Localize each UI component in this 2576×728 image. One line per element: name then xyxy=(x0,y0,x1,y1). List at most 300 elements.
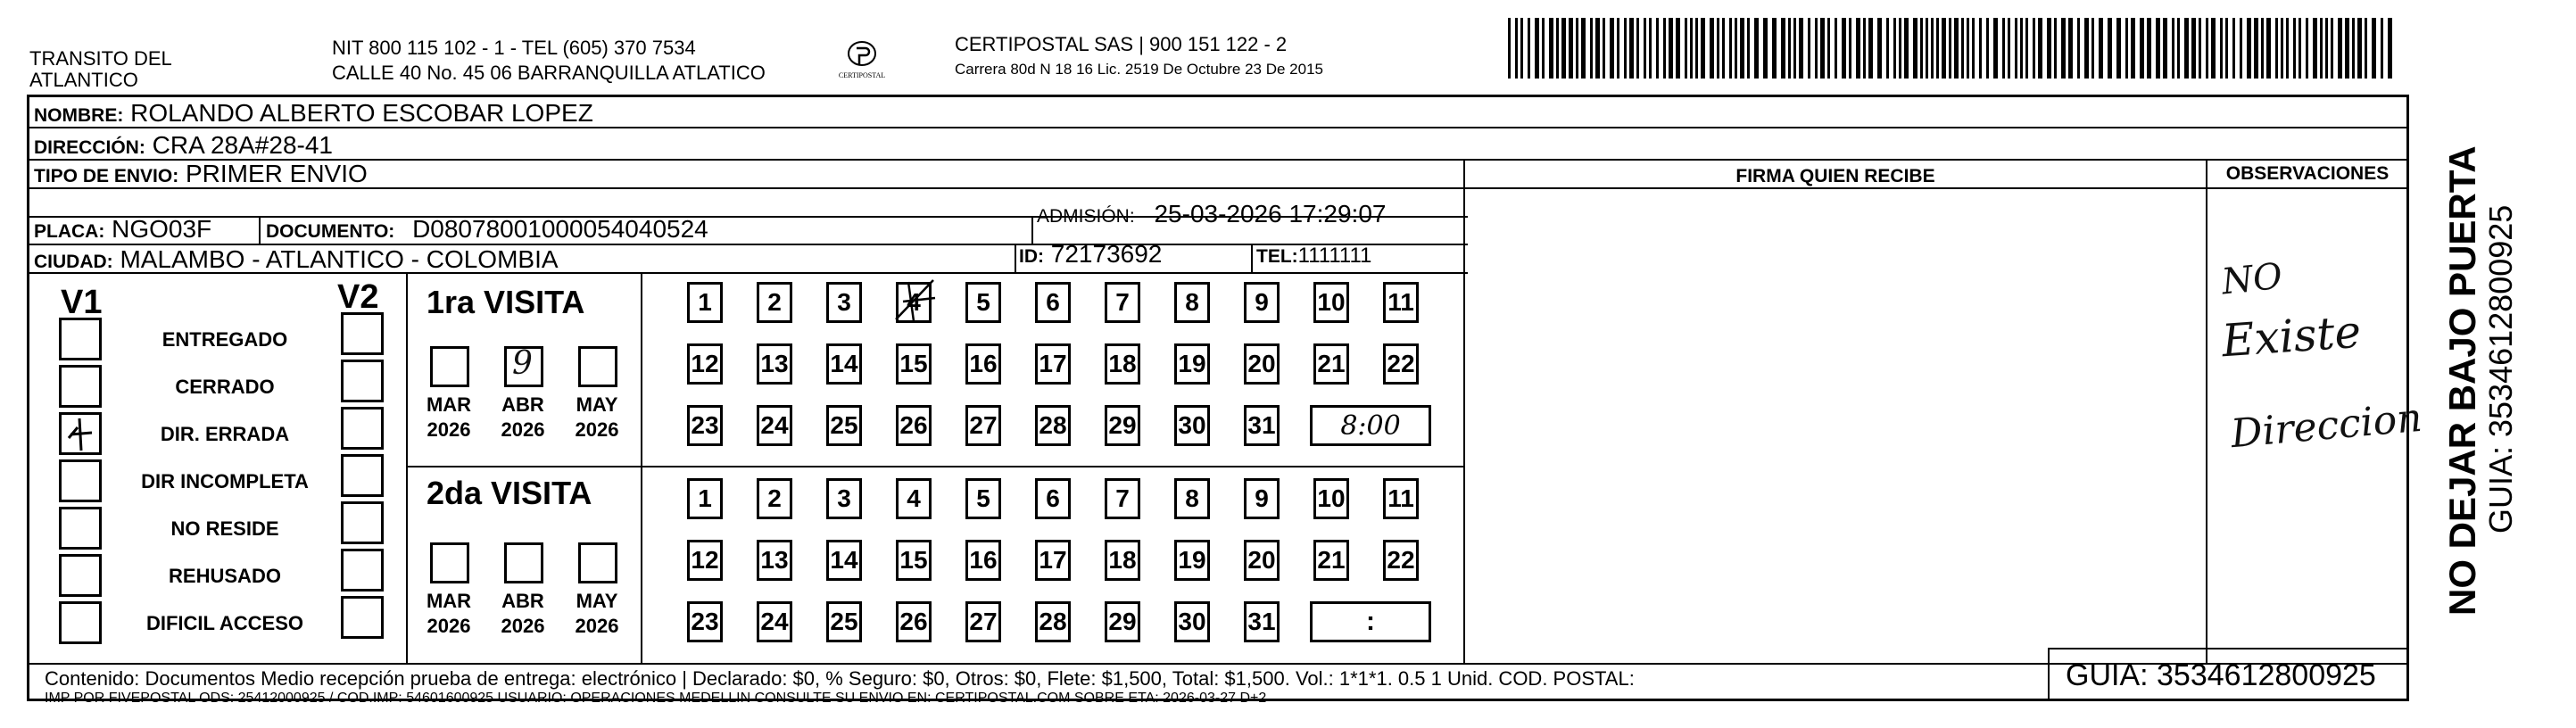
month-label: ABR xyxy=(501,393,544,416)
month-checkbox[interactable] xyxy=(430,346,469,387)
v-divider-1 xyxy=(406,272,408,665)
day-box[interactable]: 26 xyxy=(896,601,932,642)
day-box[interactable]: 10 xyxy=(1313,478,1349,519)
barcode-bar xyxy=(2254,18,2258,79)
certipostal-logo xyxy=(835,37,889,87)
barcode-bar xyxy=(2177,18,2180,79)
tel-label: TEL: xyxy=(1256,246,1298,267)
footer-guia-divider xyxy=(2048,648,2050,701)
barcode-bar xyxy=(2020,18,2023,79)
barcode-bar xyxy=(1993,18,1998,79)
barcode-bar xyxy=(1747,18,1750,79)
barcode-bar xyxy=(2091,18,2094,79)
barcode-bar xyxy=(2025,18,2028,79)
barcode-bar xyxy=(1629,18,1634,79)
footer-top xyxy=(27,663,2409,665)
barcode-bar xyxy=(1581,18,1586,79)
barcode-bar xyxy=(2220,18,2223,79)
visit-split xyxy=(406,466,1463,467)
barcode-bar xyxy=(2199,18,2201,79)
day-box[interactable]: 4 xyxy=(896,282,932,323)
direccion-label: DIRECCIÓN: xyxy=(34,137,145,158)
barcode xyxy=(1508,18,2400,79)
barcode-bar xyxy=(1508,18,1511,79)
col-firma-left xyxy=(1463,159,1465,663)
year-label: 2026 xyxy=(427,615,471,637)
time-box[interactable] xyxy=(1310,601,1431,642)
row-line-8 xyxy=(1463,187,2208,189)
barcode-bar xyxy=(2331,18,2333,79)
day-box[interactable]: 17 xyxy=(1035,540,1071,581)
barcode-bar xyxy=(2338,18,2342,79)
footer-guia: GUIA: 3534612800925 xyxy=(2066,658,2376,692)
tel-value: 1111111 xyxy=(1297,244,1372,268)
time-value: 8:00 xyxy=(1340,410,1401,442)
status-label: CERRADO xyxy=(175,376,275,398)
day-box[interactable]: 29 xyxy=(1105,601,1140,642)
time-box[interactable] xyxy=(1310,405,1431,446)
v2-checkbox[interactable] xyxy=(341,501,384,544)
barcode-bar xyxy=(1520,18,1523,79)
day-box[interactable]: 11 xyxy=(1383,282,1419,323)
day-box[interactable]: 20 xyxy=(1244,343,1280,385)
day-box[interactable]: 8 xyxy=(1174,282,1210,323)
barcode-bar xyxy=(1710,18,1714,79)
barcode-bar xyxy=(2313,18,2317,79)
barcode-bar xyxy=(1656,18,1659,79)
barcode-bar xyxy=(1676,18,1680,79)
day-box[interactable]: 21 xyxy=(1313,540,1349,581)
status-label: DIR INCOMPLETA xyxy=(141,470,309,492)
barcode-bar xyxy=(2008,18,2010,79)
barcode-bar xyxy=(1717,18,1719,79)
barcode-bar xyxy=(1827,18,1830,79)
visit2-title: 2da VISITA xyxy=(427,475,592,511)
barcode-bar xyxy=(1979,18,1982,79)
id-divider xyxy=(1015,244,1016,272)
month-label: MAR xyxy=(426,590,472,612)
frame-left xyxy=(27,95,29,701)
company-name-line1: TRANSITO DEL xyxy=(29,47,172,70)
barcode-bar xyxy=(1561,18,1566,79)
year-label: 2026 xyxy=(575,615,619,637)
barcode-bar xyxy=(2084,18,2089,79)
col-obs-left xyxy=(2206,159,2207,663)
side-guia: GUIA: 3534612800925 xyxy=(2482,204,2519,534)
barcode-bar xyxy=(1617,18,1619,79)
barcode-bar xyxy=(2381,18,2383,79)
day-box[interactable]: 27 xyxy=(965,405,1001,446)
day-box[interactable]: 12 xyxy=(687,540,723,581)
day-box[interactable]: 1 xyxy=(687,282,723,323)
row-line-2 xyxy=(27,159,2409,161)
day-box[interactable]: 25 xyxy=(826,405,862,446)
footer-guia-top xyxy=(2048,648,2406,649)
day-box[interactable]: 31 xyxy=(1244,601,1280,642)
v2-checkbox[interactable] xyxy=(341,596,384,639)
day-box[interactable]: 24 xyxy=(757,405,792,446)
barcode-bar xyxy=(2365,18,2367,79)
barcode-bar xyxy=(1695,18,1698,79)
day-box[interactable]: 1 xyxy=(687,478,723,519)
barcode-bar xyxy=(2357,18,2362,79)
barcode-bar xyxy=(1528,18,1530,79)
barcode-bar xyxy=(1701,18,1705,79)
barcode-bar xyxy=(2038,18,2042,79)
barcode-bar xyxy=(1986,18,1989,79)
barcode-bar xyxy=(2266,18,2271,79)
barcode-bar xyxy=(1754,18,1759,79)
logo-text: CERTIPOSTAL xyxy=(838,71,886,79)
ciudad-value: MALAMBO - ATLANTICO - COLOMBIA xyxy=(120,245,559,273)
barcode-bar xyxy=(1669,18,1673,79)
day-box[interactable]: 20 xyxy=(1244,540,1280,581)
tipo-envio-label: TIPO DE ENVIO: xyxy=(34,166,179,186)
direccion-value: CRA 28A#28-41 xyxy=(152,131,333,159)
company-name-line2: ATLANTICO xyxy=(29,69,138,91)
barcode-bar xyxy=(2320,18,2323,79)
barcode-bar xyxy=(2240,18,2242,79)
day-box[interactable]: 10 xyxy=(1313,282,1349,323)
nombre-value: ROLANDO ALBERTO ESCOBAR LOPEZ xyxy=(130,99,593,127)
v1-checkbox[interactable] xyxy=(59,601,102,644)
barcode-bar xyxy=(1877,18,1882,79)
barcode-bar xyxy=(1542,18,1545,79)
footer-contenido: Contenido: Documentos Medio recepción prueba de entrega: electrónico | Declarado: $0, % Seguro: $0, Otros: $0, Flete: $1,500, Total: $1,500. Vol.: 1*1*1. 0.5 1 Unid. COD. POSTAL: xyxy=(45,667,1635,690)
barcode-bar xyxy=(2225,18,2228,79)
status-label: DIFICIL ACCESO xyxy=(145,612,303,634)
ciudad-field xyxy=(34,244,559,277)
barcode-bar xyxy=(2286,18,2289,79)
barcode-bar xyxy=(2345,18,2349,79)
day-box[interactable]: 3 xyxy=(826,282,862,323)
barcode-bar xyxy=(2015,18,2017,79)
nombre-field xyxy=(34,98,593,131)
day-box[interactable]: 26 xyxy=(896,405,932,446)
barcode-bar xyxy=(2156,18,2160,79)
barcode-bar xyxy=(2054,18,2057,79)
placa-divider xyxy=(259,216,261,244)
day-box[interactable]: 15 xyxy=(896,540,932,581)
barcode-bar xyxy=(1863,18,1866,79)
barcode-bar xyxy=(1926,18,1928,79)
frame-top xyxy=(27,95,2409,97)
barcode-bar xyxy=(2306,18,2308,79)
barcode-bar xyxy=(1920,18,1923,79)
day-box[interactable]: 23 xyxy=(687,601,723,642)
v-divider-2 xyxy=(641,272,642,665)
month-checkbox[interactable] xyxy=(578,346,617,387)
barcode-bar xyxy=(2352,18,2355,79)
nit-line: NIT 800 115 102 - 1 - TEL (605) 370 7534 xyxy=(332,37,696,59)
nombre-label: NOMBRE: xyxy=(34,105,124,126)
documento-value: D08078001000054040524 xyxy=(412,215,708,243)
status-label: ENTREGADO xyxy=(162,328,288,351)
barcode-bar xyxy=(1763,18,1768,79)
day-box[interactable]: 4 xyxy=(896,478,932,519)
v1-checkbox[interactable] xyxy=(59,554,102,597)
barcode-bar xyxy=(1649,18,1652,79)
address-line: CALLE 40 No. 45 06 BARRANQUILLA ATLATICO xyxy=(332,62,766,84)
handwritten-month-mark: 9 xyxy=(512,345,533,382)
barcode-bar xyxy=(1515,18,1518,79)
barcode-bar xyxy=(1820,18,1825,79)
barcode-bar xyxy=(2211,18,2216,79)
barcode-bar xyxy=(1722,18,1725,79)
barcode-bar xyxy=(2163,18,2167,79)
barcode-bar xyxy=(1636,18,1639,79)
barcode-bar xyxy=(1961,18,1964,79)
row-line-7 xyxy=(2206,187,2409,189)
barcode-bar xyxy=(1835,18,1837,79)
barcode-bar xyxy=(1936,18,1939,79)
tel-divider xyxy=(1251,244,1253,272)
barcode-bar xyxy=(2232,18,2235,79)
barcode-bar xyxy=(2206,18,2208,79)
barcode-bar xyxy=(2293,18,2296,79)
barcode-bar xyxy=(2068,18,2073,79)
barcode-bar xyxy=(1569,18,1573,79)
status-label: REHUSADO xyxy=(169,565,281,587)
day-box[interactable]: 15 xyxy=(896,343,932,385)
barcode-bar xyxy=(1893,18,1896,79)
day-box[interactable]: 9 xyxy=(1244,478,1280,519)
admision-field xyxy=(1037,199,1386,232)
barcode-bar xyxy=(2372,18,2376,79)
barcode-bar xyxy=(2077,18,2080,79)
admision-value: 25-03-2026 17:29:07 xyxy=(1154,200,1387,228)
barcode-bar xyxy=(1886,18,1889,79)
id-field xyxy=(1019,239,1162,272)
barcode-bar xyxy=(1590,18,1593,79)
barcode-bar xyxy=(2047,18,2051,79)
day-box[interactable]: 3 xyxy=(826,478,862,519)
barcode-bar xyxy=(2099,18,2103,79)
day-box[interactable]: 19 xyxy=(1174,540,1210,581)
barcode-bar xyxy=(1904,18,1909,79)
month-checkbox[interactable] xyxy=(430,542,469,583)
barcode-bar xyxy=(2388,18,2392,79)
year-label: 2026 xyxy=(575,418,619,441)
barcode-bar xyxy=(1842,18,1846,79)
v2-checkbox[interactable] xyxy=(341,407,384,450)
barcode-bar xyxy=(1942,18,1946,79)
month-label: MAY xyxy=(576,590,618,612)
barcode-bar xyxy=(1972,18,1975,79)
barcode-bar xyxy=(1967,18,1969,79)
day-box[interactable]: 16 xyxy=(965,343,1001,385)
barcode-bar xyxy=(1799,18,1803,79)
day-box[interactable]: 13 xyxy=(757,540,792,581)
month-checkbox[interactable] xyxy=(504,542,543,583)
barcode-bar xyxy=(1556,18,1559,79)
firma-header: FIRMA QUIEN RECIBE xyxy=(1735,166,1935,186)
day-box[interactable]: 2 xyxy=(757,478,792,519)
barcode-bar xyxy=(2116,18,2121,79)
v2-checkbox[interactable] xyxy=(341,549,384,592)
year-label: 2026 xyxy=(501,615,545,637)
day-box[interactable]: 7 xyxy=(1105,478,1140,519)
day-box[interactable]: 5 xyxy=(965,282,1001,323)
day-box[interactable]: 28 xyxy=(1035,601,1071,642)
barcode-bar xyxy=(1729,18,1732,79)
barcode-bar xyxy=(2108,18,2112,79)
day-box[interactable]: 27 xyxy=(965,601,1001,642)
id-label: ID: xyxy=(1019,246,1044,267)
day-box[interactable]: 18 xyxy=(1105,540,1140,581)
barcode-bar xyxy=(1624,18,1627,79)
tel-field xyxy=(1256,241,1371,272)
barcode-bar xyxy=(1793,18,1796,79)
month-label: MAY xyxy=(576,393,618,416)
month-label: ABR xyxy=(501,590,544,612)
v1-checkbox[interactable] xyxy=(59,412,102,455)
day-box[interactable]: 5 xyxy=(965,478,1001,519)
id-value: 72173692 xyxy=(1050,240,1163,268)
month-checkbox[interactable] xyxy=(578,542,617,583)
footer-imp: IMP POR FIVEPOSTAL ODS: 25412000925 / COD.IMP: 54601600925 USUARIO: OPERACIONES MEDELLIN CONSULTE SU ENVIO EN: CERTIPOSTAL.COM SOBRE ETA: 2026-03-27 D+2 xyxy=(45,691,1267,706)
barcode-bar xyxy=(2325,18,2328,79)
day-strike-mark xyxy=(890,275,940,328)
v2-label: V2 xyxy=(337,278,379,316)
day-box[interactable]: 31 xyxy=(1244,405,1280,446)
day-box[interactable]: 12 xyxy=(687,343,723,385)
day-box[interactable]: 18 xyxy=(1105,343,1140,385)
v2-checkbox[interactable] xyxy=(341,360,384,402)
barcode-bar xyxy=(2002,18,2005,79)
barcode-bar xyxy=(2184,18,2189,79)
barcode-bar xyxy=(2033,18,2035,79)
day-box[interactable]: 24 xyxy=(757,601,792,642)
placa-value: NGO03F xyxy=(112,215,212,243)
day-box[interactable]: 25 xyxy=(826,601,862,642)
barcode-bar xyxy=(2131,18,2135,79)
side-warning: NO DEJAR BAJO PUERTA xyxy=(2441,145,2483,616)
day-box[interactable]: 23 xyxy=(687,405,723,446)
obs-hand-line1: NO xyxy=(2219,255,2285,303)
barcode-bar xyxy=(2140,18,2144,79)
day-box[interactable]: 13 xyxy=(757,343,792,385)
year-label: 2026 xyxy=(427,418,471,441)
month-checkbox[interactable] xyxy=(504,346,543,387)
v1-label: V1 xyxy=(61,284,103,321)
barcode-bar xyxy=(1644,18,1646,79)
tipo-envio-value: PRIMER ENVIO xyxy=(185,160,368,187)
barcode-bar xyxy=(1610,18,1614,79)
year-label: 2026 xyxy=(501,418,545,441)
barcode-bar xyxy=(1549,18,1553,79)
status-label: DIR. ERRADA xyxy=(160,423,290,445)
visit1-title: 1ra VISITA xyxy=(427,284,585,320)
admision-label: ADMISIÓN: xyxy=(1037,206,1135,227)
v2-checkbox[interactable] xyxy=(341,454,384,497)
month-label: MAR xyxy=(426,393,472,416)
barcode-bar xyxy=(1740,18,1744,79)
barcode-bar xyxy=(2281,18,2283,79)
barcode-bar xyxy=(2275,18,2278,79)
day-box[interactable]: 14 xyxy=(826,540,862,581)
day-box[interactable]: 14 xyxy=(826,343,862,385)
barcode-bar xyxy=(1899,18,1901,79)
barcode-bar xyxy=(1690,18,1693,79)
ciudad-label: CIUDAD: xyxy=(34,252,113,272)
day-box[interactable]: 6 xyxy=(1035,282,1071,323)
barcode-bar xyxy=(2261,18,2264,79)
barcode-bar xyxy=(1603,18,1605,79)
barcode-bar xyxy=(1735,18,1737,79)
barcode-bar xyxy=(1808,18,1810,79)
barcode-bar xyxy=(2172,18,2174,79)
barcode-bar xyxy=(1781,18,1785,79)
barcode-bar xyxy=(1949,18,1951,79)
v1-checkbox[interactable] xyxy=(59,507,102,550)
time-value: : xyxy=(1366,607,1375,636)
v2-checkbox[interactable] xyxy=(341,312,384,355)
day-box[interactable]: 28 xyxy=(1035,405,1071,446)
barcode-bar xyxy=(1535,18,1539,79)
tipo-envio-field xyxy=(34,159,368,192)
barcode-bar xyxy=(1954,18,1959,79)
day-box[interactable]: 11 xyxy=(1383,478,1419,519)
barcode-bar xyxy=(1685,18,1687,79)
day-box[interactable]: 17 xyxy=(1035,343,1071,385)
barcode-bar xyxy=(1772,18,1777,79)
barcode-bar xyxy=(1868,18,1873,79)
observaciones-header: OBSERVACIONES xyxy=(2225,163,2390,184)
day-box[interactable]: 19 xyxy=(1174,343,1210,385)
barcode-bar xyxy=(1815,18,1818,79)
barcode-bar xyxy=(2299,18,2301,79)
placa-field xyxy=(34,214,211,247)
barcode-bar xyxy=(2247,18,2251,79)
barcode-bar xyxy=(2191,18,2196,79)
barcode-bar xyxy=(1663,18,1666,79)
day-box[interactable]: 30 xyxy=(1174,405,1210,446)
placa-label: PLACA: xyxy=(34,221,105,242)
day-box[interactable]: 30 xyxy=(1174,601,1210,642)
barcode-bar xyxy=(1856,18,1860,79)
day-box[interactable]: 16 xyxy=(965,540,1001,581)
barcode-bar xyxy=(1849,18,1851,79)
v1-checkbox[interactable] xyxy=(59,318,102,360)
check-mark-icon xyxy=(62,415,99,452)
obs-hand-line3: Direccion xyxy=(2229,394,2424,458)
courier-address: Carrera 80d N 18 16 Lic. 2519 De Octubre 23 De 2015 xyxy=(955,61,1323,78)
status-label: NO RESIDE xyxy=(170,517,279,540)
day-box[interactable]: 7 xyxy=(1105,282,1140,323)
barcode-bar xyxy=(1931,18,1934,79)
day-box[interactable]: 22 xyxy=(1383,343,1419,385)
barcode-bar xyxy=(1595,18,1600,79)
day-box[interactable]: 21 xyxy=(1313,343,1349,385)
day-box[interactable]: 9 xyxy=(1244,282,1280,323)
day-box[interactable]: 22 xyxy=(1383,540,1419,581)
obs-hand-line2: Existe xyxy=(2220,305,2363,368)
barcode-bar xyxy=(2061,18,2066,79)
barcode-bar xyxy=(2125,18,2128,79)
v1-checkbox[interactable] xyxy=(59,459,102,502)
v1-checkbox[interactable] xyxy=(59,365,102,408)
barcode-bar xyxy=(1576,18,1578,79)
barcode-bar xyxy=(2147,18,2151,79)
day-box[interactable]: 2 xyxy=(757,282,792,323)
day-box[interactable]: 8 xyxy=(1174,478,1210,519)
day-box[interactable]: 6 xyxy=(1035,478,1071,519)
courier-line: CERTIPOSTAL SAS | 900 151 122 - 2 xyxy=(955,33,1288,55)
documento-field xyxy=(266,214,708,247)
barcode-bar xyxy=(1788,18,1791,79)
day-box[interactable]: 29 xyxy=(1105,405,1140,446)
